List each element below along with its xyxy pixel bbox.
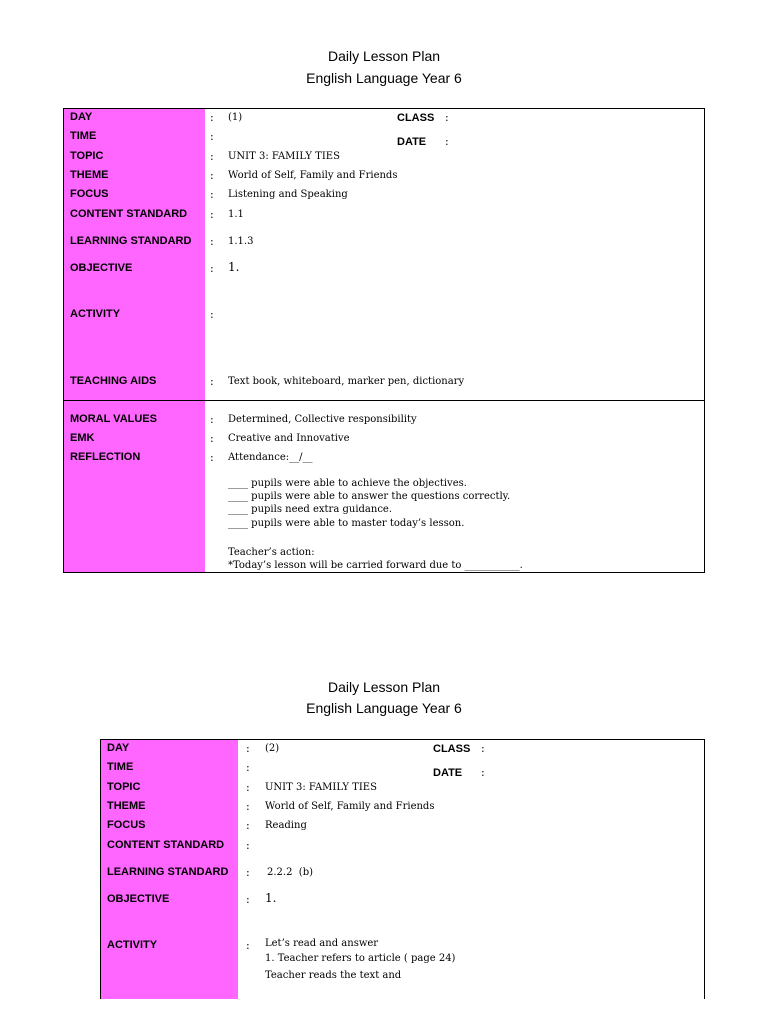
plan1-label-teaching-aids: TEACHING AIDS [70,375,157,387]
plan1-focus-value: Listening and Speaking [228,189,348,200]
plan2-colon-activity: : [246,939,250,952]
plan2-subtitle: English Language Year 6 [306,700,462,716]
plan2-colon-learning-standard: : [246,866,250,879]
plan2-label-time: TIME [107,761,134,773]
plan1-colon-day: : [210,111,214,124]
plan2-colon-time: : [246,761,250,774]
plan2-date-label: DATE [433,767,463,779]
plan1-colon-focus: : [210,188,214,201]
plan1-label-moral-values: MORAL VALUES [70,413,157,425]
plan1-colon-emk: : [210,432,214,445]
plan2-objective-value: 1. [265,891,277,905]
plan1-colon-activity: : [210,308,214,321]
plan1-theme-value: World of Self, Family and Friends [228,170,398,181]
plan1-label-focus: FOCUS [70,188,109,200]
plan1-objective-value: 1. [228,260,240,274]
plan2-learning-standard-value: 2.2.2 (b) [267,867,314,878]
plan1-label-day: DAY [70,111,93,123]
plan1-carried-forward: *Today’s lesson will be carried forward due to ___________. [228,560,523,571]
plan1-label-emk: EMK [70,432,95,444]
plan1-label-objective: OBJECTIVE [70,262,133,274]
plan2-focus-value: Reading [265,820,307,831]
plan2-day-value: (2) [265,743,280,754]
plan1-reflection-line: ____ pupils were able to answer the questions correctly. [228,491,511,502]
plan2-topic-value: UNIT 3: FAMILY TIES [265,782,377,793]
plan1-colon-reflection: : [210,451,214,464]
plan2-activity-line: Let’s read and answer [265,938,379,949]
plan1-label-topic: TOPIC [70,150,104,162]
plan1-colon-content-standard: : [210,208,214,221]
plan2-colon-theme: : [246,800,250,813]
plan1-label-reflection: REFLECTION [70,451,141,463]
plan1-label-activity: ACTIVITY [70,308,121,320]
plan1-moral-values-value: Determined, Collective responsibility [228,414,417,425]
plan1-content-standard-value: 1.1 [228,209,244,220]
plan1-date-label: DATE [397,136,427,148]
plan1-title: Daily Lesson Plan [327,48,441,64]
plan1-subtitle: English Language Year 6 [306,70,462,86]
plan1-attendance-value: Attendance:__/__ [228,452,313,463]
plan1-table [63,108,705,573]
plan2-label-objective: OBJECTIVE [107,893,170,905]
plan2-label-content-standard: CONTENT STANDARD [107,839,225,851]
plan1-section-divider [64,400,704,401]
plan1-colon-objective: : [210,262,214,275]
plan1-class-label: CLASS [397,112,435,124]
plan1-reflection-line: ____ pupils need extra guidance. [228,504,393,515]
plan1-label-content-standard: CONTENT STANDARD [70,208,188,220]
plan2-label-activity: ACTIVITY [107,939,158,951]
plan1-colon-theme: : [210,169,214,182]
plan2-colon-class: : [481,742,485,755]
plan1-colon-topic: : [210,150,214,163]
plan2-label-topic: TOPIC [107,781,141,793]
plan2-label-learning-standard: LEARNING STANDARD [107,866,229,878]
plan1-colon-time: : [210,130,214,143]
plan1-label-theme: THEME [70,169,109,181]
plan2-label-day: DAY [107,742,130,754]
plan1-colon-learning-standard: : [210,235,214,248]
plan2-table [100,739,705,999]
plan2-colon-day: : [246,742,250,755]
plan1-label-learning-standard: LEARNING STANDARD [70,235,192,247]
plan2-colon-content-standard: : [246,839,250,852]
plan2-colon-objective: : [246,893,250,906]
plan1-colon-moral-values: : [210,413,214,426]
plan1-colon-teaching-aids: : [210,375,214,388]
plan2-label-focus: FOCUS [107,819,146,831]
plan2-colon-topic: : [246,781,250,794]
plan1-colon-date: : [445,135,449,148]
plan2-activity-line: 1. Teacher refers to article ( page 24) [265,953,456,964]
plan1-reflection-line: ____ pupils were able to master today’s lesson. [228,518,465,529]
plan2-title: Daily Lesson Plan [327,679,441,695]
plan1-label-time: TIME [70,130,97,142]
plan1-learning-standard-value: 1.1.3 [228,236,254,247]
plan1-emk-value: Creative and Innovative [228,433,350,444]
plan1-teacher-action: Teacher’s action: [228,547,315,558]
plan2-label-theme: THEME [107,800,146,812]
plan2-colon-focus: : [246,819,250,832]
plan1-topic-value: UNIT 3: FAMILY TIES [228,151,340,162]
plan1-teaching-aids-value: Text book, whiteboard, marker pen, dictionary [228,376,465,387]
plan2-activity-line: Teacher reads the text and [265,970,402,981]
plan1-day-value: (1) [228,112,243,123]
plan1-reflection-line: ____ pupils were able to achieve the objectives. [228,478,467,489]
plan1-colon-class: : [445,111,449,124]
plan2-theme-value: World of Self, Family and Friends [265,801,435,812]
plan2-class-label: CLASS [433,743,471,755]
plan2-colon-date: : [481,766,485,779]
